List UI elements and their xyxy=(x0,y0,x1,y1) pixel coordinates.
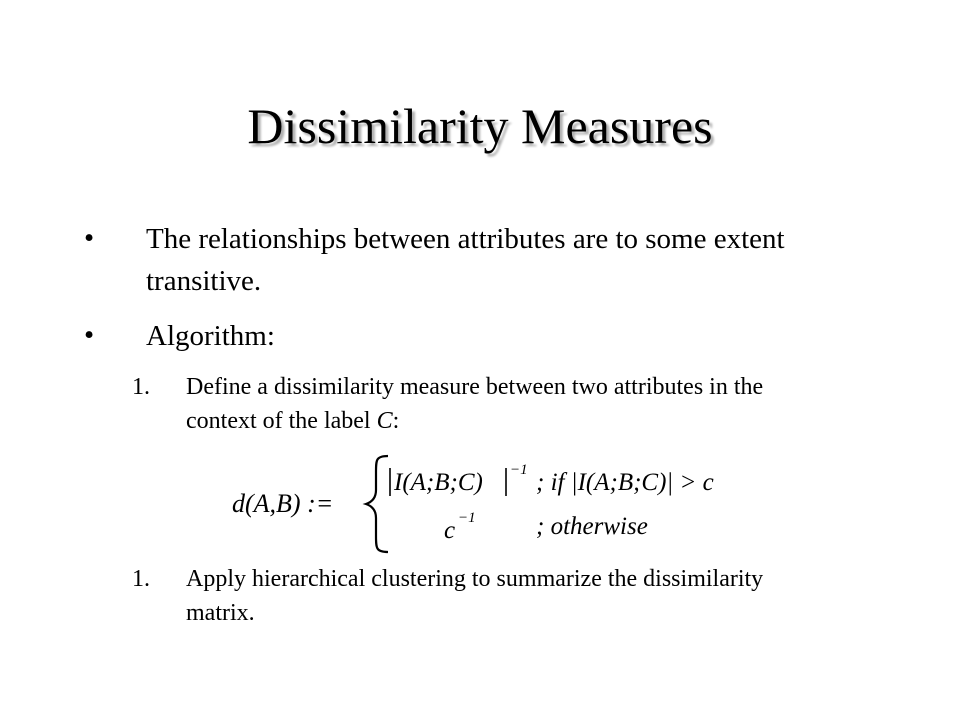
bullet-marker: • xyxy=(84,319,95,351)
step-text-main: Define a dissimilarity measure between two attributes in the context of the label xyxy=(186,374,764,434)
case1-expression: I(A;B;C) xyxy=(394,469,483,496)
case2-condition: ; otherwise xyxy=(536,513,648,540)
step-text-end: : xyxy=(392,408,400,434)
step-number: 1. xyxy=(132,374,150,400)
case2-exponent: −1 xyxy=(458,510,476,526)
step-number: 1. xyxy=(132,566,150,592)
case2-expression: c xyxy=(444,517,456,544)
step-text-italic: C xyxy=(376,408,393,434)
step-text xyxy=(186,370,826,438)
bullet-marker: • xyxy=(84,222,95,254)
bullet-text: Algorithm: xyxy=(146,320,275,352)
left-brace-icon xyxy=(366,456,388,552)
slide-title: Dissimilarity Measures xyxy=(247,98,713,154)
dissimilarity-formula xyxy=(230,450,790,554)
formula-svg xyxy=(230,450,790,554)
case1-condition: ; if |I(A;B;C)| > c xyxy=(536,469,714,496)
formula-lhs: d(A,B) := xyxy=(232,489,334,518)
bullet-text: The relationships between attributes are to some extent transitive. xyxy=(146,223,785,297)
case1-exponent: −1 xyxy=(510,462,528,478)
step-text: Apply hierarchical clustering to summarize the dissimilarity matrix. xyxy=(186,566,764,626)
